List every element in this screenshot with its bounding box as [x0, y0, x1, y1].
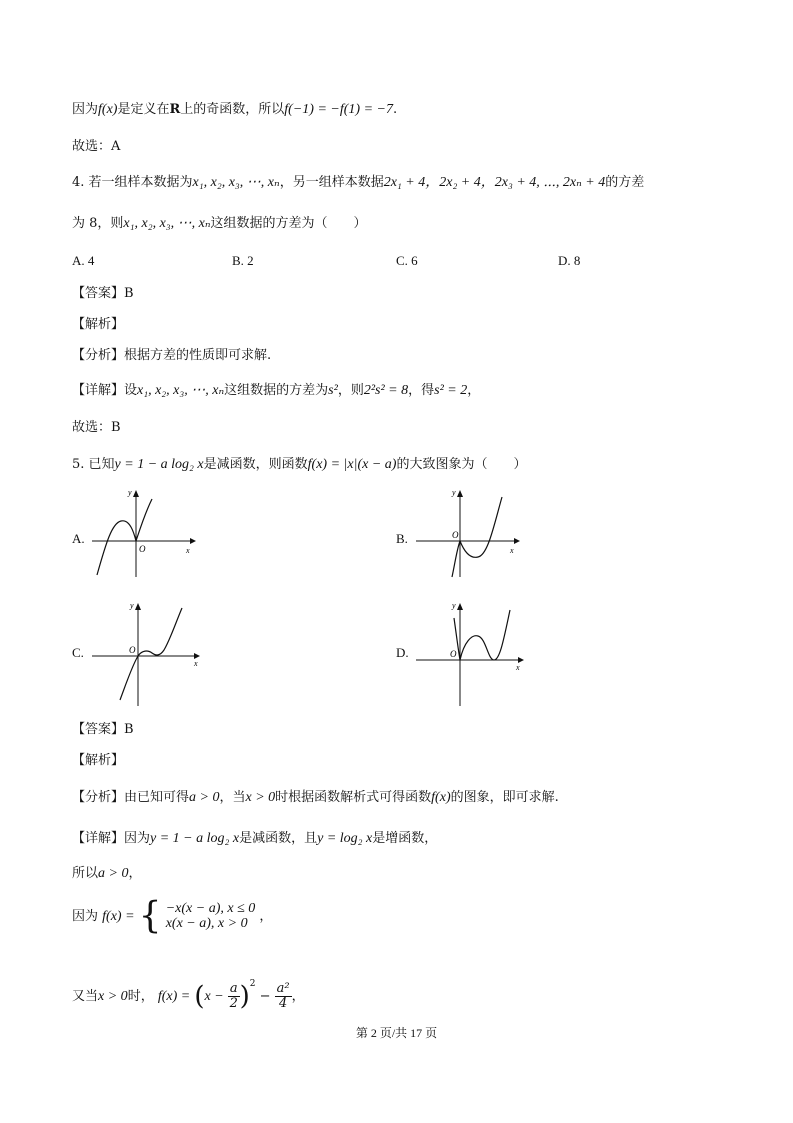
- graph-b: [414, 485, 524, 580]
- minus: −: [259, 989, 271, 1004]
- q5-option-b: B.: [396, 531, 408, 546]
- q5-also: [72, 964, 305, 1017]
- math-fx: f(x): [98, 102, 118, 117]
- axis-x-label: x: [516, 663, 520, 672]
- text: 4. 若一组样本数据为: [72, 175, 193, 190]
- q4-stem-line1: [72, 173, 644, 193]
- case-top: −x(x − a), x ≤ 0: [165, 900, 256, 916]
- paren-open: (: [194, 981, 205, 1012]
- frac-den: 4: [279, 996, 288, 1011]
- y-arrow: [457, 490, 463, 497]
- math: f(x) =: [102, 909, 135, 924]
- q5-option-d: D.: [396, 645, 409, 660]
- q5-so: [72, 864, 141, 884]
- paren-close: ): [239, 981, 250, 1012]
- frac-a-over-2: [228, 982, 240, 1011]
- axis-y-label: y: [452, 601, 456, 610]
- text: 这组数据的方差为: [224, 383, 329, 398]
- text: 所以: [72, 866, 99, 881]
- math: s²: [328, 383, 338, 398]
- math: f(x) = |x|(x − a): [307, 457, 397, 472]
- text: 【详解】设: [72, 383, 138, 398]
- text: 是减函数，则函数: [203, 457, 308, 472]
- math: s² = 2: [434, 383, 468, 398]
- frac-a2-over-4: [275, 982, 292, 1011]
- curve: [97, 499, 152, 575]
- math: x₁, x₂, x₃, ⋯, xₙ: [137, 383, 225, 398]
- q5-stem: [72, 455, 526, 475]
- axis-y-label: y: [130, 601, 134, 610]
- frac-num: a: [229, 981, 238, 996]
- math: 2²s² = 8: [363, 383, 409, 398]
- q4-option-c: C. 6: [396, 253, 418, 268]
- text: 因为: [72, 909, 99, 924]
- text: ，: [259, 909, 273, 924]
- axis-y-label: y: [452, 488, 456, 497]
- text: 5. 已知: [72, 457, 115, 472]
- exponent: 2: [249, 979, 256, 989]
- q4-option-d: D. 8: [558, 253, 581, 268]
- y-arrow: [135, 603, 141, 610]
- text: 是减函数，且: [239, 831, 318, 846]
- math: x > 0: [245, 790, 276, 805]
- math-R: R: [169, 102, 181, 117]
- math: y = 1 − a log₂ x: [150, 831, 240, 846]
- text: ，: [467, 383, 481, 398]
- y-arrow: [457, 603, 463, 610]
- piecewise-cases: [166, 902, 256, 931]
- text: .: [392, 102, 398, 117]
- text: 的方差: [605, 175, 645, 190]
- origin-label: O: [452, 530, 459, 540]
- math: y = log₂ x: [317, 831, 373, 846]
- origin-label: O: [139, 544, 146, 554]
- brace: {: [138, 895, 162, 937]
- y-arrow: [133, 490, 139, 497]
- text: 【分析】由已知可得: [72, 790, 190, 805]
- origin-label: O: [450, 649, 457, 659]
- q4-option-b: B. 2: [232, 253, 254, 268]
- text: 是增函数，: [372, 831, 438, 846]
- page-footer: 第 2 页/共 17 页: [355, 1026, 438, 1040]
- math: x > 0: [98, 989, 128, 1004]
- q5-answer: 【答案】B: [72, 722, 134, 737]
- q4-option-a: A. 4: [72, 253, 95, 268]
- text: ，另一组样本数据: [279, 175, 384, 190]
- text: ，当: [219, 790, 246, 805]
- text: 上的奇函数，所以: [180, 102, 285, 117]
- axis-x-label: x: [510, 546, 514, 555]
- graph-a: [90, 485, 200, 580]
- text: ，: [128, 866, 142, 881]
- q5-analysis: 【解析】: [72, 753, 125, 768]
- text: ，则: [337, 383, 364, 398]
- origin-label: O: [129, 645, 136, 655]
- math: f(x) =: [157, 989, 191, 1004]
- frac-num: a²: [276, 981, 290, 996]
- q5-xiangjie: [72, 829, 437, 849]
- text: 的大致图象为（ ）: [396, 457, 527, 472]
- graph-c: [90, 598, 205, 710]
- text: 这组数据的方差为（ ）: [210, 216, 367, 231]
- axis-x-label: x: [194, 659, 198, 668]
- text: 时，: [127, 989, 154, 1004]
- q4-analysis: 【解析】: [72, 317, 125, 332]
- math: 2x₁ + 4，2x₂ + 4，2x₃ + 4, ⋯, 2xₙ + 4: [383, 175, 606, 190]
- math: y = 1 − a log₂ x: [114, 457, 204, 472]
- axis-x-label: x: [186, 546, 190, 555]
- case-bottom: x(x − a), x > 0: [165, 915, 248, 931]
- text: ，: [291, 989, 305, 1004]
- q5-option-a: A.: [72, 531, 85, 546]
- line-odd-function: [72, 100, 397, 120]
- math: f(x): [431, 790, 451, 805]
- x-arrow: [514, 538, 520, 544]
- math-eq: f(−1) = −f(1) = −7: [284, 102, 393, 117]
- text: 为 8，则: [72, 216, 124, 231]
- graph-d: [414, 598, 529, 710]
- text: 又当: [72, 989, 99, 1004]
- text: 【详解】因为: [72, 831, 151, 846]
- q5-piecewise: [72, 897, 272, 937]
- frac-den: 2: [229, 996, 238, 1011]
- text: 时根据函数解析式可得函数: [275, 790, 432, 805]
- text: ，得: [408, 383, 435, 398]
- text: 是定义在: [117, 102, 170, 117]
- q4-answer: 【答案】B: [72, 286, 134, 301]
- q4-stem-line2: [72, 214, 367, 234]
- q4-fenxi: 【分析】根据方差的性质即可求解.: [72, 348, 272, 363]
- q4-xiangjie: [72, 381, 480, 401]
- text: 的图象，即可求解.: [450, 790, 559, 805]
- q4-choose: 故选：B: [72, 420, 121, 435]
- axis-y-label: y: [128, 488, 132, 497]
- math: x₁, x₂, x₃, ⋯, xₙ: [192, 175, 280, 190]
- math: x₁, x₂, x₃, ⋯, xₙ: [123, 216, 211, 231]
- curve: [454, 610, 510, 660]
- math: a > 0: [189, 790, 220, 805]
- math: x −: [204, 989, 224, 1004]
- math: a > 0: [98, 866, 129, 881]
- choose-a: 故选：A: [72, 139, 121, 154]
- q5-fenxi: [72, 788, 559, 808]
- q5-option-c: C.: [72, 645, 84, 660]
- x-arrow: [190, 538, 196, 544]
- text: 因为: [72, 102, 99, 117]
